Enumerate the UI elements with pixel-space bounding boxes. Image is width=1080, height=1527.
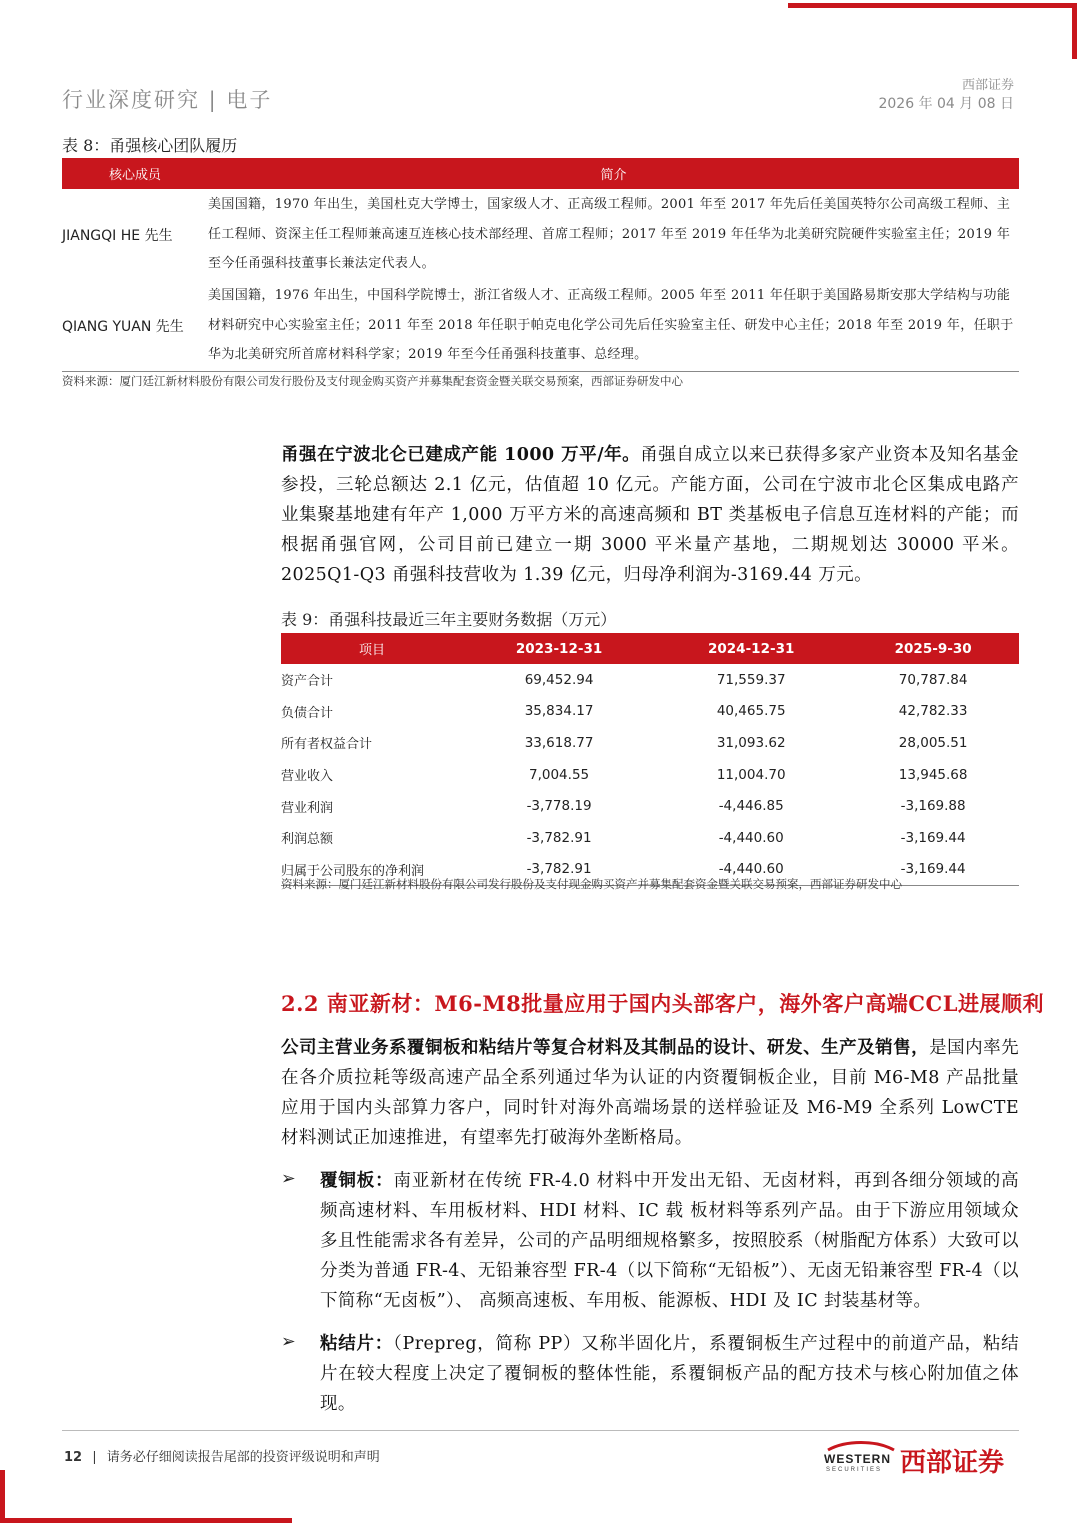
cell-value: 13,945.68 [898,766,968,783]
cell-value: -3,778.19 [526,798,592,815]
table8-caption: 表 8：甬强核心团队履历 [62,136,238,155]
section-paragraph [281,1033,1019,1153]
member-name: QIANG YUAN 先生 [62,280,208,372]
cell-value: 11,004.70 [716,766,786,783]
cell-value: 40,465.75 [716,703,786,720]
row-label: 资产合计 [281,674,334,690]
table-row [281,727,1019,759]
row-label: 负债合计 [281,705,334,721]
cell-value: 42,782.33 [898,703,968,720]
table9-header-2024: 2024-12-31 [655,633,847,664]
page-section-header: 行业深度研究 | 电子 [62,88,273,112]
logo-mark-icon [826,1440,896,1452]
row-label: 营业利润 [281,800,334,816]
top-right-red-rule [788,3,1076,8]
cell-value: -3,169.88 [900,798,966,815]
table9-header-item: 项目 [281,633,463,664]
row-label: 归属于公司股东的净利润 [281,854,463,886]
cell-value: -4,440.60 [655,854,847,886]
table-row [281,822,1019,854]
table9-source: 资料来源：厦门廷江新材料股份有限公司发行股份及支付现金购买资产并募集配套资金暨关联交易预案，西部证券研发中心 [281,877,902,891]
table-row [281,759,1019,791]
logo-english-sub: SECURITIES [826,1467,883,1473]
logo-english: WESTERN [824,1452,891,1466]
team-table [62,158,1019,372]
cell-value: 71,559.37 [716,671,786,688]
member-name: JIANGQI HE 先生 [62,227,173,244]
cell-value: -4,446.85 [718,798,784,815]
table9-header-2025: 2025-9-30 [847,633,1019,664]
cell-value: 70,787.84 [898,671,968,688]
right-red-rule [1072,3,1077,59]
table-row [281,664,1019,696]
bullet-marker-icon: ➢ [281,1169,296,1189]
row-label: 利润总额 [281,832,334,848]
member-bio: 美国国籍，1970 年出生，美国杜克大学博士，国家级人才、正高级工程师。2001 年至 2017 年先后任美国英特尔公司高级工程师、主任工程师、资深主任工程师兼高速互连核心技术部经理、首席工程师；2017 年至 2019 年任华为北美研究院硬件实验室主任；2019 年至今任甬强科技董事长兼法定代表人。 [208,197,1011,272]
table-row [62,189,1019,280]
bullet-marker-icon: ➢ [281,1332,296,1352]
table8-source: 资料来源：厦门廷江新材料股份有限公司发行股份及支付现金购买资产并募集配套资金暨关联交易预案，西部证券研发中心 [62,374,683,388]
section-body: 是国内率先在各介质拉耗等级高速产品全系列通过华为认证的内资覆铜板企业，目前 M6-M8 产品批量应用于国内头部算力客户，同时针对海外高端场景的送样验证及 M6-M9 全系列 LowCTE 材料测试正加速推进，有望率先打破海外垄断格局。 [281,1038,1020,1148]
table-row [281,790,1019,822]
cell-value: 7,004.55 [529,766,590,783]
disclaimer-text: 请务必仔细阅读报告尾部的投资评级说明和声明 [106,1450,380,1465]
cell-value: -3,782.91 [526,829,592,846]
bottom-left-red-rule [0,1518,292,1523]
section-lead: 公司主营业务系覆铜板和粘结片等复合材料及其制品的设计、研发、生产及销售， [281,1038,930,1058]
table-row [62,280,1019,372]
footer-divider [62,1430,1019,1431]
table-row [281,696,1019,728]
table8-header-member: 核心成员 [62,158,208,189]
bullet-text: 南亚新材在传统 FR-4.0 材料中开发出无铅、无卤材料，再到各细分领域的高频高速材料、车用板材料、HDI 材料、IC 载 板材料等系列产品。由于下游应用领域众多且性能需求各有差异，公司的产品明细规格繁多，按照胶系（树脂配方体系）大致可以分类为普通 FR-4、无铅兼容型 FR-4（以下简称“无铅板”）、无卤无铅兼容型 FR-4（以下简称“无卤板”）、 高频高速板、车用板、能源板、HDI 及 IC 封装基材等。 [320,1171,1019,1311]
footer-separator: | [92,1450,97,1465]
paragraph-body: 甬强自成立以来已获得多家产业资本及知名基金参投，三轮总额达 2.1 亿元，估值超 10 亿元。产能方面，公司在宁波市北仑区集成电路产业集聚基地建有年产 1,000 万平方米的高速高频和 BT 类基板电子信息互连材料的产能；而根据甬强官网，公司目前已建立一期 3000 平米量产基地，二期规划达 30000 平米。2025Q1-Q3 甬强科技营收为 1.39 亿元，归母净利润为-3169.44 万元。 [281,445,1019,585]
section-title: 2.2 南亚新材：M6-M8批量应用于国内头部客户，海外客户高端CCL进展顺利 [281,991,1044,1016]
cell-value: 28,005.51 [898,734,968,751]
table9-header-2023: 2023-12-31 [463,633,655,664]
bullet-prepreg [320,1329,1019,1419]
cell-value: 35,834.17 [524,703,594,720]
table8-header-intro: 简介 [208,158,1019,189]
cell-value: 33,618.77 [524,734,594,751]
cell-value: 69,452.94 [524,671,594,688]
cell-value: -3,169.44 [900,829,966,846]
body-paragraph-yongqiang [281,440,1019,590]
cell-value: -4,440.60 [718,829,784,846]
bullet-title: 覆铜板： [320,1171,394,1191]
header-brand: 西部证券 [961,78,1014,93]
member-bio: 美国国籍，1976 年出生，中国科学院博士，浙江省级人才、正高级工程师。2005 年至 2011 年任职于美国路易斯安那大学结构与功能材料研究中心实验室主任；2011 年至 2018 年任职于帕克电化学公司先后任实验室主任、研发中心主任；2018 年至 2019 年，任职于华为北美研究所首席材料科学家；2019 年至今任甬强科技董事、总经理。 [208,280,1019,372]
left-red-rule [0,1470,5,1523]
table9-caption: 表 9：甬强科技最近三年主要财务数据（万元） [281,610,617,629]
bullet-text: （Prepreg，简称 PP）又称半固化片，系覆铜板生产过程中的前道产品，粘结片在较大程度上决定了覆铜板的整体性能，系覆铜板产品的配方技术与核心附加值之体现。 [320,1334,1019,1414]
report-date: 2026 年 04 月 08 日 [878,96,1014,112]
western-securities-logo [824,1440,1019,1480]
cell-value: -3,782.91 [463,854,655,886]
financial-table [281,633,1019,886]
footer-disclaimer [64,1446,380,1465]
row-label: 所有者权益合计 [281,737,373,753]
bullet-title: 粘结片： [320,1334,394,1354]
cell-value: 31,093.62 [716,734,786,751]
page-number: 12 [64,1450,83,1465]
row-label: 营业收入 [281,769,334,785]
bullet-ccl [320,1166,1019,1316]
paragraph-lead: 甬强在宁波北仑已建成产能 1000 万平/年。 [281,445,641,465]
logo-chinese: 西部证券 [900,1448,1005,1478]
cell-value: -3,169.44 [847,854,1019,886]
